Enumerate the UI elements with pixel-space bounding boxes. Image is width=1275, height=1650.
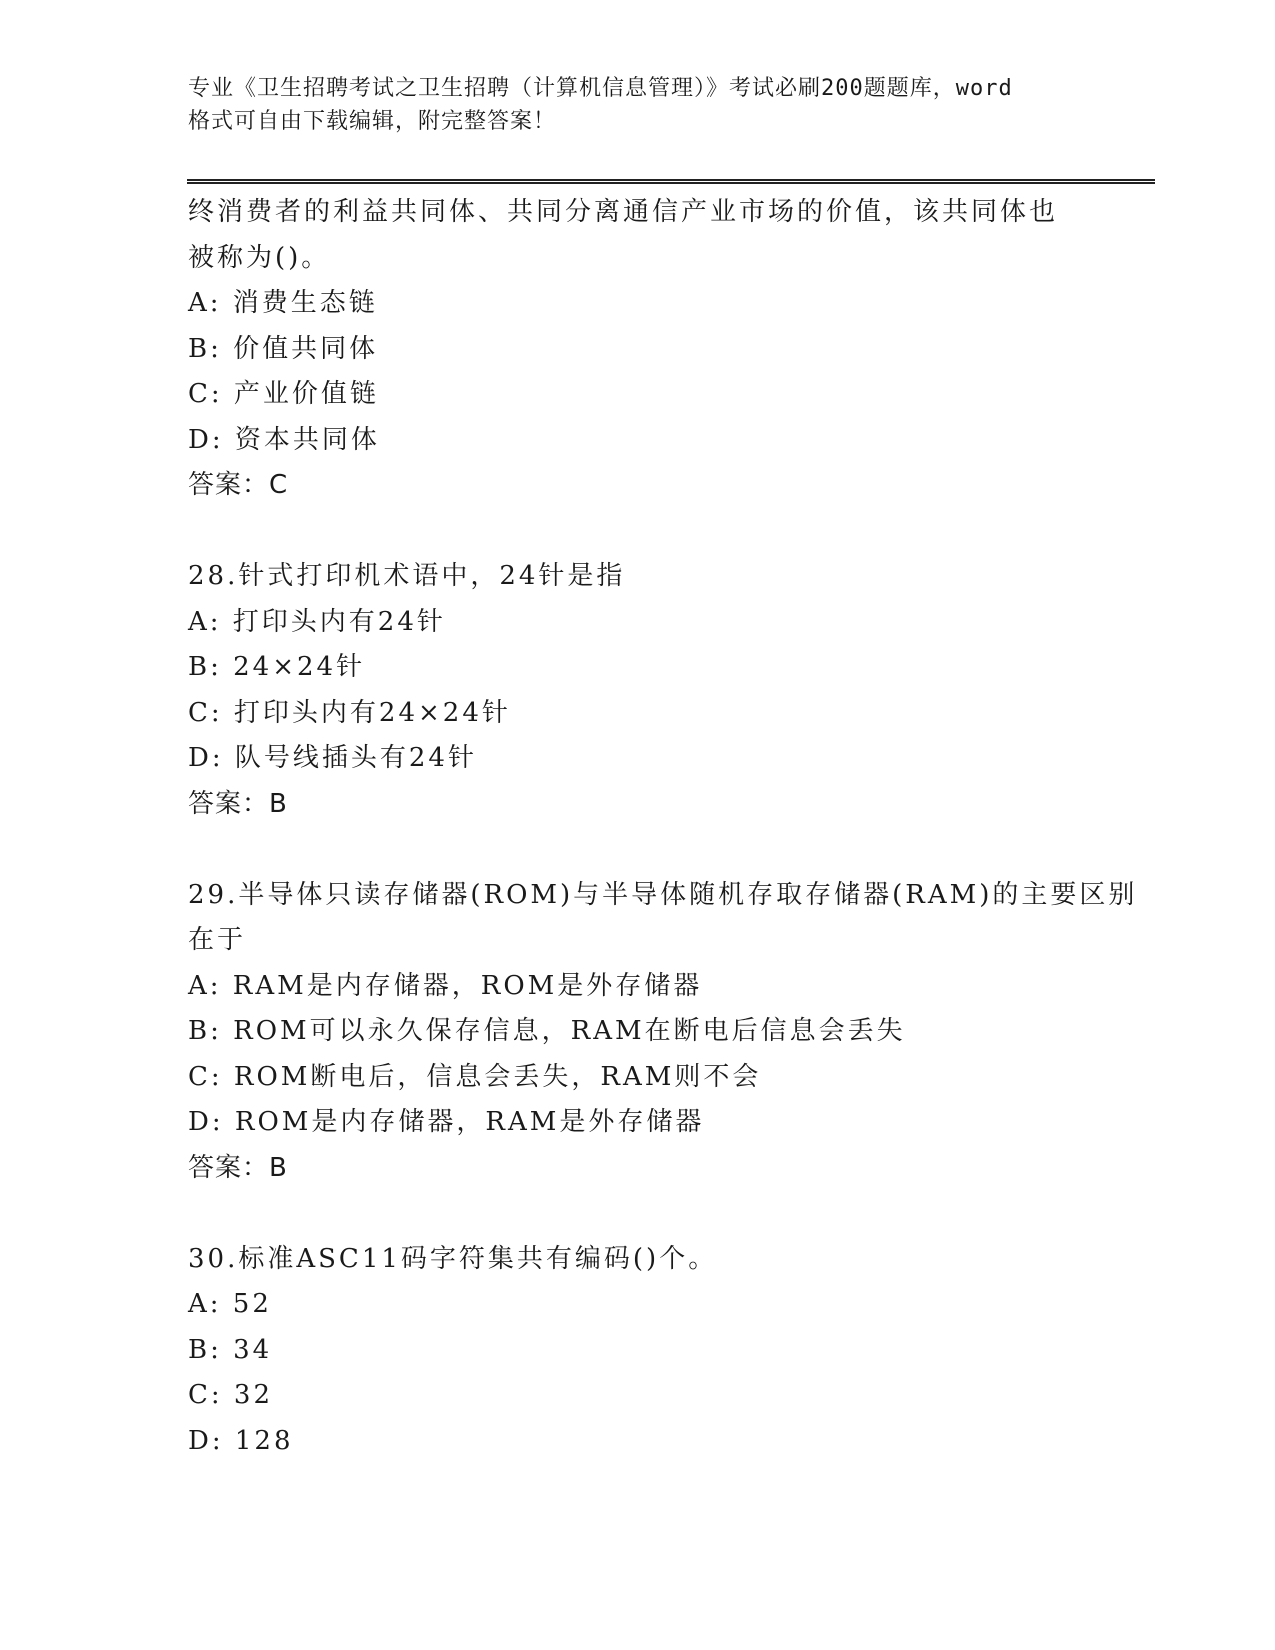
option-a: A: 52 (188, 1289, 272, 1319)
question-stem: 在于 (188, 925, 247, 955)
option-d: D: 128 (188, 1425, 294, 1456)
question-stem: 28.针式打印机术语中，24针是指 (188, 561, 626, 591)
header-line-1: 专业《卫生招聘考试之卫生招聘（计算机信息管理）》考试必刷200题题库，word (188, 76, 1013, 101)
question-list (188, 190, 1138, 1464)
option-d: D: 资本共同体 (188, 424, 380, 455)
question-28 (188, 554, 1088, 827)
answer-line: 答案：C (188, 470, 289, 500)
option-c: C: 32 (188, 1380, 274, 1410)
spacer (188, 509, 1088, 555)
option-b: B: 34 (188, 1334, 273, 1365)
option-b: B: 24×24针 (188, 652, 366, 682)
spacer (188, 827, 1088, 873)
option-a: A: 消费生态链 (188, 288, 378, 318)
option-b: B: 价值共同体 (188, 333, 379, 364)
option-c: C: 产业价值链 (188, 379, 379, 409)
question-29 (188, 873, 1138, 1192)
answer-line: 答案：B (188, 788, 288, 819)
option-b: B: ROM可以永久保存信息，RAM在断电后信息会丢失 (188, 1016, 906, 1046)
option-a: A: 打印头内有24针 (188, 606, 446, 637)
question-stem: 被称为()。 (188, 242, 331, 273)
option-a: A: RAM是内存储器，ROM是外存储器 (188, 970, 703, 1001)
header-divider (187, 179, 1155, 184)
option-d: D: ROM是内存储器，RAM是外存储器 (188, 1107, 705, 1137)
question-continued (188, 190, 1088, 509)
option-c: C: ROM断电后，信息会丢失，RAM则不会 (188, 1061, 762, 1092)
spacer (188, 1191, 1088, 1237)
question-stem: 30.标准ASC11码字符集共有编码()个。 (188, 1243, 718, 1274)
question-stem: 29.半导体只读存储器(ROM)与半导体随机存取存储器(RAM)的主要区别 (188, 879, 1138, 910)
question-30 (188, 1237, 1088, 1465)
option-c: C: 打印头内有24×24针 (188, 697, 511, 728)
document-header (188, 72, 1088, 138)
option-d: D: 队号线插头有24针 (188, 743, 477, 773)
question-stem: 终消费者的利益共同体、共同分离通信产业市场的价值，该共同体也 (188, 197, 1059, 227)
header-line-2: 格式可自由下载编辑，附完整答案！ (188, 109, 557, 134)
answer-line: 答案：B (188, 1152, 288, 1183)
